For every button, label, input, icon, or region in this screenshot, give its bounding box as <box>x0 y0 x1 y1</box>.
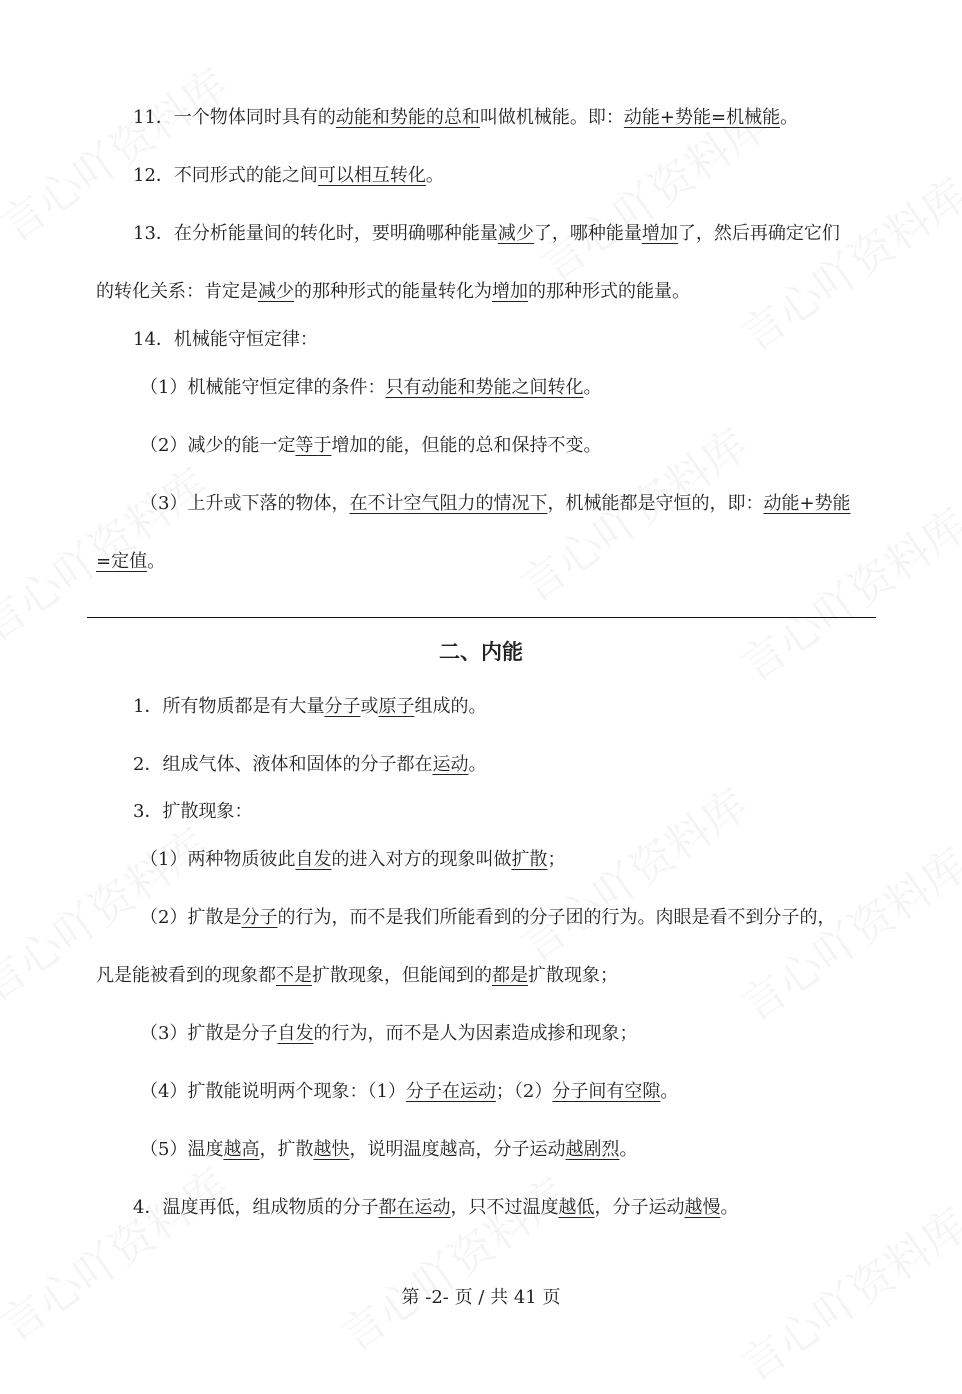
underlined-key-term: 动能和势能的总和 <box>335 107 480 128</box>
text-segment: ；（2） <box>495 1081 553 1102</box>
text-line <box>96 550 165 574</box>
underlined-key-term: 不是 <box>276 965 312 986</box>
text-line <box>140 1138 637 1162</box>
text-line <box>140 492 851 516</box>
text-segment: 叫做机械能。即： <box>479 107 624 128</box>
text-line <box>140 848 565 872</box>
text-segment: 3．扩散现象： <box>133 801 253 822</box>
text-segment: （3）扩散是分子 <box>140 1023 278 1044</box>
watermark <box>506 770 759 974</box>
text-segment: （2）减少的能一定 <box>140 435 296 456</box>
underlined-key-term: 运动 <box>432 754 469 775</box>
watermark <box>326 1160 579 1364</box>
text-segment: ，机械能都是守恒的，即： <box>547 493 764 514</box>
page-footer: 第 -2- 页 / 共 41 页 <box>401 1287 561 1308</box>
text-segment: 。 <box>425 165 444 186</box>
underlined-key-term: 动能+势能 <box>763 493 851 514</box>
text-segment: 或 <box>360 696 379 717</box>
underlined-key-term: 增加 <box>492 281 528 302</box>
underlined-key-term: 越低 <box>558 1197 595 1218</box>
underlined-key-term: 可以相互转化 <box>317 165 426 186</box>
underlined-key-term: 原子 <box>378 696 415 717</box>
text-line <box>96 964 618 988</box>
text-segment: （5）温度 <box>140 1139 224 1160</box>
underlined-key-term: 在不计空气阻力的情况下 <box>349 493 548 514</box>
text-segment: （1）两种物质彼此 <box>140 849 296 870</box>
underlined-key-term: 都在运动 <box>378 1197 451 1218</box>
text-segment: 增加的能，但能的总和保持不变。 <box>331 435 602 456</box>
text-segment: 。 <box>720 1197 739 1218</box>
text-segment: ，只不过温度 <box>450 1197 559 1218</box>
underlined-key-term: 越剧烈 <box>565 1139 620 1160</box>
underlined-key-term: 分子 <box>324 696 361 717</box>
text-line <box>133 800 252 824</box>
text-line <box>140 1080 678 1104</box>
text-segment: 14．机械能守恒定律： <box>133 329 318 350</box>
text-segment: 4．温度再低，组成物质的分子 <box>133 1197 379 1218</box>
text-segment: 13．在分析能量间的转化时，要明确哪种能量 <box>133 223 498 244</box>
underlined-key-term: 都是 <box>492 965 528 986</box>
watermark <box>726 830 962 1034</box>
text-line <box>140 906 835 930</box>
underlined-key-term: 自发 <box>295 849 332 870</box>
underlined-key-term: 越慢 <box>684 1197 721 1218</box>
text-line <box>133 328 318 352</box>
text-line <box>133 164 444 188</box>
underlined-key-term: 扩散 <box>511 849 548 870</box>
underlined-key-term: 越快 <box>313 1139 350 1160</box>
section-heading: 二、内能 <box>439 640 523 664</box>
underlined-key-term: 越高 <box>223 1139 260 1160</box>
text-segment: 。 <box>660 1081 679 1102</box>
text-line <box>133 106 798 130</box>
text-segment: 。 <box>619 1139 638 1160</box>
text-segment: （1）机械能守恒定律的条件： <box>140 377 386 398</box>
text-segment: 。 <box>468 754 487 775</box>
text-segment: （2）扩散是 <box>140 907 242 928</box>
watermark <box>0 1150 238 1354</box>
text-line <box>133 695 486 719</box>
text-segment: ，说明温度越高，分子运动 <box>349 1139 566 1160</box>
underlined-key-term: 减少 <box>258 281 294 302</box>
text-line <box>140 376 601 400</box>
text-segment: ； <box>547 849 566 870</box>
text-segment: 的行为，而不是人为因素造成掺和现象； <box>313 1023 638 1044</box>
text-segment: 2．组成气体、液体和固体的分子都在 <box>133 754 433 775</box>
text-segment: 的那种形式的能量。 <box>528 281 690 302</box>
underlined-key-term: 动能+势能=机械能 <box>623 107 781 128</box>
text-segment: 。 <box>147 551 166 572</box>
text-segment: 12．不同形式的能之间 <box>133 165 318 186</box>
text-segment: 了，哪种能量 <box>533 223 642 244</box>
underlined-key-term: 分子在运动 <box>405 1081 496 1102</box>
text-line <box>133 753 486 777</box>
underlined-key-term: 减少 <box>497 223 534 244</box>
text-segment: 的行为，而不是我们所能看到的分子团的行为。肉眼是看不到分子的， <box>277 907 836 928</box>
text-segment: 。 <box>780 107 799 128</box>
text-segment: 扩散现象； <box>528 965 618 986</box>
watermark <box>726 160 962 364</box>
underlined-key-term: 分子间有空隙 <box>552 1081 661 1102</box>
underlined-key-term: 只有动能和势能之间转化 <box>385 377 584 398</box>
underlined-key-term: 分子 <box>241 907 278 928</box>
underlined-key-term: 等于 <box>295 435 332 456</box>
text-line <box>96 280 690 304</box>
text-segment: 的转化关系：肯定是 <box>96 281 258 302</box>
underlined-key-term: =定值 <box>96 551 148 572</box>
text-segment: 的那种形式的能量转化为 <box>294 281 492 302</box>
text-segment: ，分子运动 <box>594 1197 685 1218</box>
text-segment: 扩散现象，但能闻到的 <box>312 965 492 986</box>
underlined-key-term: 增加 <box>641 223 678 244</box>
text-segment: 11．一个物体同时具有的 <box>133 107 336 128</box>
underlined-key-term: 自发 <box>277 1023 314 1044</box>
text-line <box>140 434 601 458</box>
text-segment: 。 <box>583 377 602 398</box>
section-divider <box>87 617 876 618</box>
text-line <box>140 1022 637 1046</box>
text-line <box>133 1196 738 1220</box>
text-segment: 了，然后再确定它们 <box>677 223 840 244</box>
text-line <box>133 222 840 246</box>
text-segment: 的进入对方的现象叫做 <box>331 849 512 870</box>
text-segment: 1．所有物质都是有大量 <box>133 696 325 717</box>
text-segment: （3）上升或下落的物体， <box>140 493 350 514</box>
text-segment: 凡是能被看到的现象都 <box>96 965 276 986</box>
text-segment: 组成的。 <box>414 696 487 717</box>
text-segment: ，扩散 <box>259 1139 314 1160</box>
text-segment: （4）扩散能说明两个现象：（1） <box>140 1081 406 1102</box>
